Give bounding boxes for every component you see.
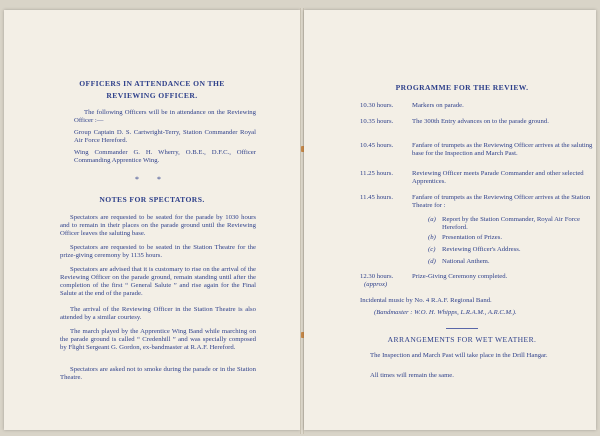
note-2: Spectators are requested to be seated in the Station Theatre for the prize-giving ceremony by 1135 hours.	[60, 244, 256, 259]
programme-text: The 300th Entry advances on to the parade ground.	[412, 118, 549, 125]
programme-time: 11.25 hours.	[360, 170, 394, 177]
sub-item	[428, 234, 588, 244]
divider-rule	[446, 328, 478, 329]
programme-text: Prize-Giving Ceremony completed.	[412, 273, 508, 280]
programme-time: 12.30 hours.	[360, 273, 394, 280]
programme-time: 10.45 hours.	[360, 142, 394, 149]
programme-item	[360, 170, 596, 188]
programme-text: Fanfare of trumpets as the Reviewing Officer arrives at the Station Theatre for :	[412, 194, 591, 209]
bandmaster-note: (Bandmaster : W.O. H. Whipps, L.R.A.M., A.R.C.M.).	[374, 309, 517, 316]
note-6: Spectators are asked not to smoke during the parade or in the Station Theatre.	[60, 366, 256, 381]
sub-item-text: Reviewing Officer's Address.	[442, 246, 521, 253]
sub-item-text: National Anthem.	[442, 258, 490, 265]
programme-item	[360, 194, 596, 212]
sub-item	[428, 258, 588, 268]
wet-weather-note-1: The Inspection and March Past will take place in the Drill Hangar.	[370, 352, 548, 359]
left-page	[4, 10, 300, 430]
programme-text: Reviewing Officer meets Parade Commander and other selected Apprentices.	[412, 170, 584, 185]
programme-item	[360, 142, 596, 168]
officer-2: Wing Commander G. H. Wherry, O.B.E., D.F.C., Officer Commanding Apprentice Wing.	[74, 149, 256, 164]
music-note: Incidental music by No. 4 R.A.F. Regional Band.	[360, 297, 492, 304]
sub-item-text: Report by the Station Commander, Royal Air Force Hereford.	[442, 216, 580, 231]
wet-weather-title: ARRANGEMENTS FOR WET WEATHER.	[387, 335, 537, 344]
programme-item-final	[360, 273, 596, 291]
officer-1: Group Captain D. S. Cartwright-Terry, Station Commander Royal Air Force Hereford.	[74, 129, 256, 144]
programme-item	[360, 118, 596, 136]
sub-item-label: (c)	[428, 246, 436, 253]
sub-item	[428, 246, 588, 256]
sub-item-text: Presentation of Prizes.	[442, 234, 502, 241]
notes-title: NOTES FOR SPECTATORS.	[99, 195, 205, 204]
officers-title-line-1: OFFICERS IN ATTENDANCE ON THE	[79, 79, 225, 88]
sub-item-label: (b)	[428, 234, 436, 241]
section-divider-stars: * *	[135, 175, 169, 184]
officers-intro: The following Officers will be in attendance on the Reviewing Officer :—	[74, 109, 256, 124]
wet-weather-note-2: All times will remain the same.	[370, 372, 454, 379]
programme-text: Markers on parade.	[412, 102, 464, 109]
sub-item-label: (a)	[428, 216, 436, 223]
programme-time: 11.45 hours.	[360, 194, 394, 201]
note-5: The march played by the Apprentice Wing Band while marching on the parade ground is called “ Credenhill ” and was specially composed by Flight Sergeant G. Gordon, ex-bandmaster at R.A.F. Hereford.	[60, 328, 256, 351]
programme-time-approx: (approx)	[364, 281, 388, 288]
programme-text: Fanfare of trumpets as the Reviewing Officer arrives at the saluting base for the Inspection and March Past.	[412, 142, 593, 157]
note-4: The arrival of the Reviewing Officer in the Station Theatre is also attended by a similar courtesy.	[60, 306, 256, 321]
note-3: Spectators are advised that it is customary to rise on the arrival of the Reviewing Officer on the parade ground, remain standing until after the completion of the first “ General Salute ” and rise again for the Final Salute at the end of the parade.	[60, 266, 256, 297]
note-1: Spectators are requested to be seated for the parade by 1030 hours and to remain in their places on the parade ground until the Reviewing Officer leaves the saluting base.	[60, 214, 256, 237]
sub-item	[428, 216, 588, 234]
right-page	[304, 10, 596, 430]
programme-time: 10.30 hours.	[360, 102, 394, 109]
programme-item	[360, 102, 596, 112]
officers-title-line-2: REVIEWING OFFICER.	[106, 91, 198, 100]
sub-item-label: (d)	[428, 258, 436, 265]
programme-time: 10.35 hours.	[360, 118, 394, 125]
programme-title: PROGRAMME FOR THE REVIEW.	[395, 83, 529, 92]
